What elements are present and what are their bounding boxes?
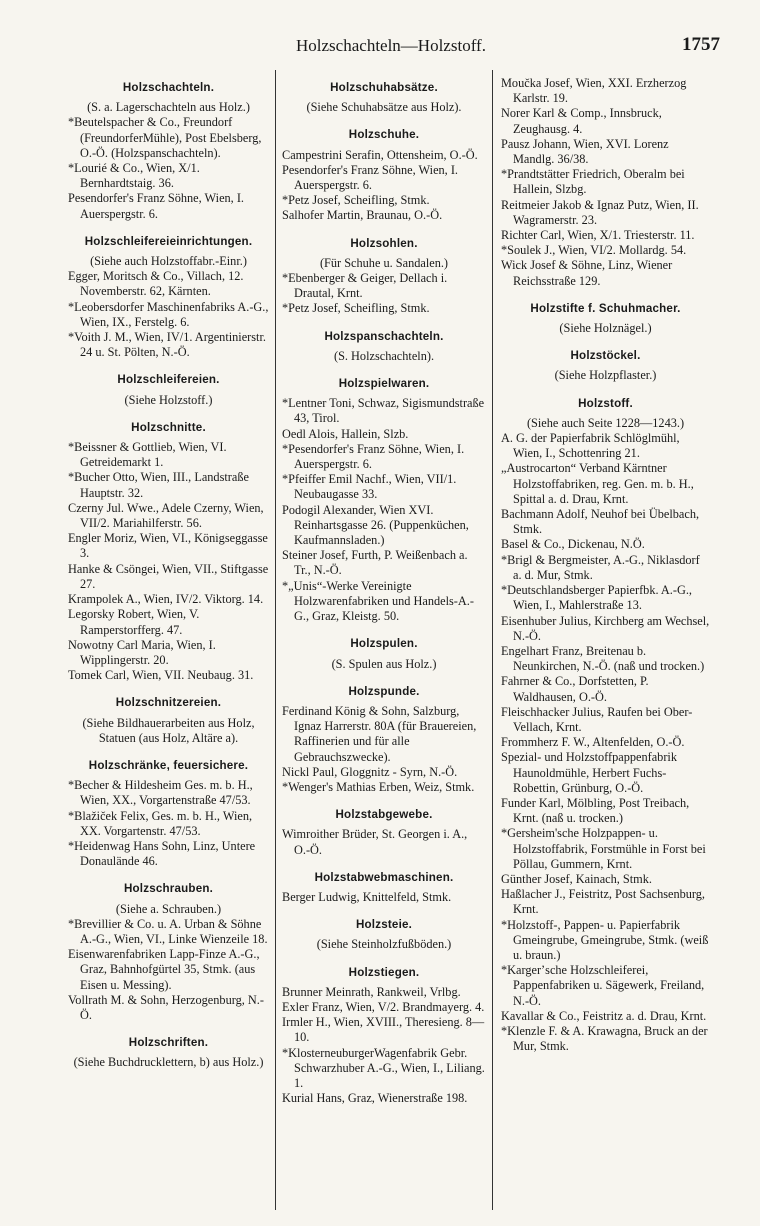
directory-entry: Ferdinand König & Sohn, Salzburg, Ignaz Harrerstr. 80A (für Brauereien, Raffinerien und für alle Gebrauchszwecke). — [282, 703, 477, 764]
directory-entry: *Becher & Hildesheim Ges. m. b. H., Wien, XX., Vorgartenstraße 47/53. — [68, 778, 253, 808]
directory-entry: Spezial- und Holzstoffpappenfabrik Haunoldmühle, Herbert Fuchs-Robettin, Grünburg, O.-Ö. — [501, 750, 677, 795]
section-heading: Holzschnitte. — [131, 420, 206, 434]
section — [282, 684, 486, 795]
directory-entry: *Lentner Toni, Schwaz, Sigismundstraße 43, Tirol. — [282, 396, 485, 426]
directory-entry: *Lourié & Co., Wien, X/1. Bernhardtstaig. 36. — [68, 161, 200, 191]
directory-entry: Fleischhacker Julius, Raufen bei Ober-Vellach, Krnt. — [501, 704, 693, 734]
section — [282, 917, 486, 952]
column-3 — [493, 70, 712, 1210]
directory-entry: *Holzstoff-, Pappen- u. Papierfabrik Gmeingrube, Gmeingrube, Stmk. (weiß u. braun.) — [501, 917, 709, 962]
directory-entry: *Klenzle F. & A. Krawagna, Bruck an der Mur, Stmk. — [501, 1023, 708, 1054]
cross-reference: (Siehe Bildhauerarbeiten aus Holz, Statuen (aus Holz, Altäre a). — [82, 715, 255, 745]
directory-entry: Frommherz F. W., Altenfelden, O.-Ö. — [501, 735, 685, 750]
directory-entry: *Ebenberger & Geiger, Dellach i. Drautal, Krnt. — [282, 271, 448, 301]
directory-entry: A. G. der Papierfabrik Schlöglmühl, Wien, I., Schottenring 21. — [501, 431, 680, 461]
cross-reference: (S. a. Lagerschachteln aus Holz.) — [87, 100, 250, 115]
page-title: Holzschachteln—Holzstoff. — [296, 36, 486, 55]
section — [282, 127, 486, 223]
directory-entry: Eisenhuber Julius, Kirchberg am Wechsel, N.-Ö. — [501, 613, 710, 643]
section — [501, 396, 710, 1055]
cross-reference: (Siehe Schuhabsätze aus Holz). — [306, 100, 462, 115]
section-heading: Holzschnitzereien. — [115, 696, 222, 710]
section — [282, 807, 486, 858]
section — [282, 636, 486, 671]
column-2 — [276, 70, 493, 1210]
section — [68, 420, 269, 683]
section-heading: Holzschrauben. — [123, 882, 214, 896]
directory-entry: Irmler H., Wien, XVIII., Theresieng. 8—10. — [282, 1015, 485, 1045]
directory-entry: *Brigl & Bergmeister, A.-G., Niklasdorf a. d. Mur, Stmk. — [501, 552, 700, 582]
section — [68, 1035, 269, 1070]
section — [68, 758, 269, 869]
cross-reference: (Siehe Holzstoff.) — [124, 392, 213, 407]
section-heading: Holzspunde. — [348, 684, 420, 698]
directory-entry: Kavallar & Co., Feistritz a. d. Drau, Krnt. — [501, 1008, 707, 1023]
running-head — [62, 36, 720, 58]
directory-entry: *Kargerʼsche Holzschleiferei, Pappenfabriken u. Sägewerk, Freiland, N.-Ö. — [501, 963, 705, 1008]
cross-reference: (Siehe Steinholzfußböden.) — [316, 937, 452, 952]
section — [68, 695, 269, 746]
directory-entry: Salhofer Martin, Braunau, O.-Ö. — [282, 208, 443, 223]
directory-entry: *Beissner & Gottlieb, Wien, VI. Getreidemarkt 1. — [68, 440, 227, 470]
directory-entry: *Bucher Otto, Wien, III., Landstraße Hauptstr. 32. — [68, 470, 249, 500]
directory-entry: Podogil Alexander, Wien XVI. Reinhartsgasse 26. (Puppenküchen, Kaufmannsladen.) — [282, 502, 469, 548]
cross-reference: (S. Spulen aus Holz.) — [331, 656, 437, 671]
section — [282, 236, 486, 317]
directory-entry: *Voith J. M., Wien, IV/1. Argentinierstr. 24 u. St. Pölten, N.-Ö. — [68, 330, 266, 360]
directory-entry: Pesendorfer's Franz Söhne, Wien, I. Auerspergstr. 6. — [282, 162, 458, 193]
directory-entry: *Soulek J., Wien, VI/2. Mollardg. 54. — [501, 243, 687, 258]
directory-entry: *Heidenwag Hans Sohn, Linz, Untere Donaulände 46. — [68, 838, 256, 869]
directory-entry: Campestrini Serafin, Ottensheim, O.-Ö. — [282, 147, 478, 162]
directory-entry: *Petz Josef, Scheifling, Stmk. — [282, 193, 430, 208]
section — [282, 965, 486, 1107]
directory-entry: Oedl Alois, Hallein, Slzb. — [282, 426, 409, 441]
directory-entry: *KlosterneuburgerWagenfabrik Gebr. Schwarzhuber A.-G., Wien, I., Liliang. 1. — [282, 1045, 485, 1090]
directory-entry: Nowotny Carl Maria, Wien, I. Wipplingerstr. 20. — [68, 637, 216, 667]
section — [282, 870, 486, 905]
section-heading: Holzspanschachteln. — [324, 329, 444, 343]
section — [68, 80, 269, 222]
directory-entry: Kurial Hans, Graz, Wienerstraße 198. — [282, 1091, 468, 1106]
page-number: 1757 — [682, 34, 720, 55]
directory-entry: Eisenwarenfabriken Lapp-Finze A.-G., Graz, Bahnhofgürtel 35, Stmk. (aus Eisen u. Messing). — [68, 947, 260, 992]
section — [282, 80, 486, 115]
section-heading: Holzstifte f. Schuhmacher. — [530, 301, 681, 315]
section-heading: Holzstöckel. — [570, 349, 641, 363]
section — [68, 372, 269, 407]
directory-entry: Tomek Carl, Wien, VII. Neubaug. 31. — [68, 668, 254, 683]
directory-entry: Norer Karl & Comp., Innsbruck, Zeughausg. 4. — [501, 106, 662, 136]
directory-entry: Exler Franz, Wien, V/2. Brandmayerg. 4. — [282, 999, 485, 1014]
directory-entry: *Wenger's Mathias Erben, Weiz, Stmk. — [282, 779, 475, 794]
directory-entry: Pausz Johann, Wien, XVI. Lorenz Mandlg. 36/38. — [501, 136, 669, 167]
directory-entry: *Petz Josef, Scheifling, Stmk. — [282, 301, 430, 316]
section — [282, 329, 486, 364]
directory-entry: Brunner Meinrath, Rankweil, Vrlbg. — [282, 984, 461, 999]
cross-reference: (Siehe auch Seite 1228—1243.) — [526, 415, 685, 430]
directory-entry: Berger Ludwig, Knittelfeld, Stmk. — [282, 889, 452, 904]
directory-entry: *Blažiček Felix, Ges. m. b. H., Wien, XX. Vorgartenstr. 47/53. — [68, 808, 253, 838]
directory-entry: Basel & Co., Dickenau, N.Ö. — [501, 537, 645, 552]
directory-entry: *Beutelspacher & Co., Freundorf (FreundorferMühle), Post Ebelsberg, O.-Ö. (Holzspanschachteln). — [68, 115, 262, 160]
directory-entry: Bachmann Adolf, Neuhof bei Übelbach, Stmk. — [501, 507, 700, 537]
directory-entry: *Prandtstätter Friedrich, Oberalm bei Hallein, Slzbg. — [501, 167, 685, 197]
directory-entry: Hanke & Csöngei, Wien, VII., Stiftgasse 27. — [68, 561, 269, 591]
column-1 — [62, 70, 276, 1210]
section-heading: Holzschriften. — [128, 1036, 209, 1050]
section-heading: Holzspielwaren. — [338, 377, 430, 391]
directory-entry: Fahrner & Co., Dorfstetten, P. Waldhausen, O.-Ö. — [501, 674, 649, 704]
section-heading: Holzstabgewebe. — [335, 808, 433, 822]
section-heading: Holzsteie. — [355, 918, 413, 932]
directory-entry: Günther Josef, Kainach, Stmk. — [501, 871, 652, 886]
columns — [62, 70, 712, 1210]
directory-entry: Legorsky Robert, Wien, V. Ramperstorfferg. 47. — [68, 607, 200, 637]
directory-entry: Krampolek A., Wien, IV/2. Viktorg. 14. — [68, 592, 264, 607]
section-heading: Holzstabwebmaschinen. — [314, 870, 454, 884]
directory-entry: *Leobersdorfer Maschinenfabriks A.-G., Wien, IX., Ferstelg. 6. — [68, 299, 269, 329]
section-heading: Holzschränke, feuersichere. — [88, 758, 249, 772]
cross-reference: (Siehe Holznägel.) — [559, 321, 652, 336]
directory-entry: *Gersheim'sche Holzpappen- u. Holzstoffabrik, Forstmühle in Forst bei Pöllau, Gummern, Krnt. — [501, 826, 706, 871]
directory-entry: Wimroither Brüder, St. Georgen i. A., O.-Ö. — [282, 827, 468, 857]
directory-entry: *Brevillier & Co. u. A. Urban & Söhne A.-G., Wien, VI., Linke Wienzeile 18. — [68, 916, 268, 946]
section-heading: Holzspulen. — [350, 637, 418, 651]
directory-entry: „Austrocarton“ Verband Kärntner Holzstoffabriken, reg. Gen. m. b. H., Spittal a. d. Drau, Krnt. — [501, 461, 694, 506]
cross-reference: (S. Holzschachteln). — [333, 348, 435, 363]
directory-entry: *„Unis“-Werke Vereinigte Holzwarenfabriken und Handels-A.-G., Graz, Kleistg. 50. — [282, 578, 474, 624]
cross-reference: (Siehe a. Schrauben.) — [115, 901, 222, 916]
section-heading: Holzstiegen. — [348, 965, 420, 979]
section-heading: Holzschleifereieinrichtungen. — [84, 234, 253, 248]
section-heading: Holzschuhe. — [348, 128, 420, 142]
directory-entry: Engler Moriz, Wien, VI., Königseggasse 3. — [68, 531, 268, 561]
directory-entry: *Deutschlandsberger Papierfbk. A.-G., Wien, I., Mahlerstraße 13. — [501, 583, 693, 613]
directory-entry: Vollrath M. & Sohn, Herzogenburg, N.-Ö. — [68, 992, 264, 1022]
cross-reference: (Für Schuhe u. Sandalen.) — [319, 255, 449, 270]
directory-entry: Pesendorfer's Franz Söhne, Wien, I. Auerspergstr. 6. — [68, 191, 244, 221]
directory-entry: Richter Carl, Wien, X/1. Triesterstr. 11. — [501, 228, 695, 243]
section — [501, 301, 710, 336]
section — [282, 376, 486, 624]
section — [68, 234, 269, 361]
directory-entry: Reitmeier Jakob & Ignaz Putz, Wien, II. Wagramerstr. 23. — [501, 197, 699, 227]
section — [68, 881, 269, 1023]
directory-entry: *Pesendorfer's Franz Söhne, Wien, I. Auerspergstr. 6. — [282, 441, 465, 472]
directory-entry: Egger, Moritsch & Co., Villach, 12. Novemberstr. 62, Kärnten. — [68, 269, 244, 299]
directory-entry: Funder Karl, Mölbling, Post Treibach, Krnt. (naß u. trocken.) — [501, 795, 690, 826]
cross-reference: (Siehe auch Holzstoffabr.-Einr.) — [90, 254, 247, 269]
section — [501, 348, 710, 383]
directory-entry: Wick Josef & Söhne, Linz, Wiener Reichsstraße 129. — [501, 258, 673, 288]
directory-entry: Czerny Jul. Wwe., Adele Czerny, Wien, VII/2. Mariahilferstr. 56. — [68, 500, 264, 531]
section-heading: Holzstoff. — [578, 396, 633, 410]
section — [501, 76, 710, 289]
directory-entry: *Pfeiffer Emil Nachf., Wien, VII/1. Neubaugasse 33. — [282, 472, 457, 502]
section-heading: Holzschuhabsätze. — [330, 81, 438, 94]
directory-entry: Engelhart Franz, Breitenau b. Neunkirchen, N.-Ö. (naß und trocken.) — [501, 643, 705, 674]
section-heading: Holzschachteln. — [122, 81, 215, 94]
cross-reference: (Siehe Holzpflaster.) — [554, 368, 657, 383]
directory-entry: Moučka Josef, Wien, XXI. Erzherzog Karlstr. 19. — [501, 76, 687, 106]
directory-entry: Steiner Josef, Furth, P. Weißenbach a. Tr., N.-Ö. — [282, 548, 468, 578]
section-heading: Holzschleifereien. — [117, 373, 220, 387]
directory-entry: Nickl Paul, Gloggnitz - Syrn, N.-Ö. — [282, 764, 458, 779]
cross-reference: (Siehe Buchdrucklettern, b) aus Holz.) — [73, 1055, 264, 1070]
directory-entry: Haßlacher J., Feistritz, Post Sachsenburg, Krnt. — [501, 887, 706, 917]
section-heading: Holzsohlen. — [350, 236, 418, 250]
